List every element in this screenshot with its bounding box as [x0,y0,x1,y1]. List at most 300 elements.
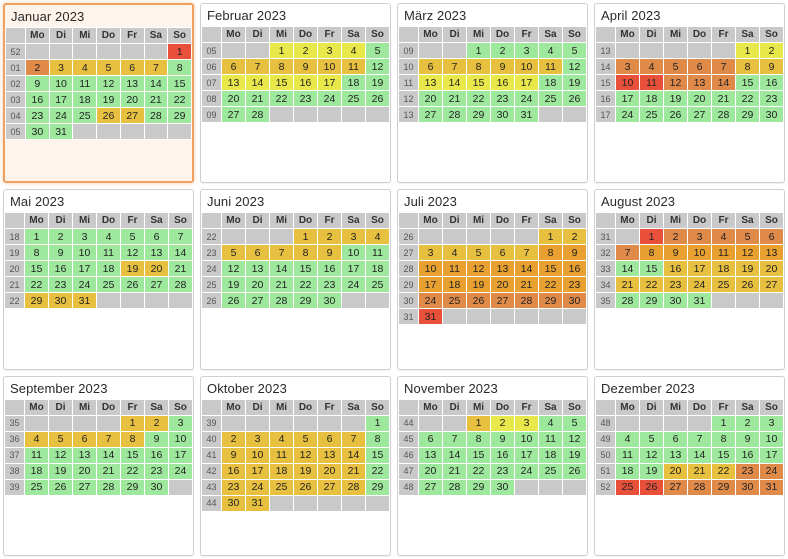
day-cell[interactable]: 13 [73,447,97,463]
day-cell[interactable]: 29 [712,479,736,495]
day-cell[interactable]: 18 [366,261,390,277]
day-cell[interactable]: 2 [318,229,342,245]
day-cell[interactable]: 26 [121,277,145,293]
day-cell[interactable]: 10 [318,59,342,75]
day-cell[interactable]: 25 [342,91,366,107]
day-cell[interactable]: 22 [640,277,664,293]
day-cell[interactable]: 18 [97,261,121,277]
day-cell[interactable]: 13 [120,76,144,92]
day-cell[interactable]: 11 [366,245,390,261]
day-cell[interactable]: 31 [49,124,73,140]
day-cell[interactable]: 30 [491,479,515,495]
day-cell[interactable]: 4 [97,229,121,245]
day-cell[interactable]: 19 [222,277,246,293]
month-card[interactable] [397,189,588,369]
day-cell[interactable]: 11 [25,447,49,463]
day-cell[interactable]: 7 [515,245,539,261]
day-cell[interactable]: 8 [25,245,49,261]
day-cell[interactable]: 21 [169,261,193,277]
day-cell[interactable]: 17 [419,277,443,293]
day-cell[interactable]: 30 [145,479,169,495]
day-cell[interactable]: 18 [539,447,563,463]
day-cell[interactable]: 16 [491,75,515,91]
day-cell[interactable]: 20 [491,277,515,293]
day-cell[interactable]: 14 [169,245,193,261]
day-cell[interactable]: 23 [491,91,515,107]
day-cell[interactable]: 12 [664,75,688,91]
day-cell[interactable]: 15 [712,447,736,463]
day-cell[interactable]: 3 [73,229,97,245]
day-cell[interactable]: 3 [760,415,784,431]
day-cell[interactable]: 12 [366,59,390,75]
day-cell[interactable]: 2 [294,43,318,59]
day-cell[interactable]: 28 [616,293,640,309]
day-cell[interactable]: 19 [640,463,664,479]
day-cell[interactable]: 5 [563,415,587,431]
day-cell[interactable]: 8 [467,431,491,447]
day-cell[interactable]: 24 [760,463,784,479]
day-cell[interactable]: 5 [736,229,760,245]
day-cell[interactable]: 21 [97,463,121,479]
day-cell[interactable]: 1 [539,229,563,245]
day-cell[interactable]: 23 [664,277,688,293]
day-cell[interactable]: 27 [760,277,784,293]
day-cell[interactable]: 30 [49,293,73,309]
day-cell[interactable]: 20 [222,91,246,107]
day-cell[interactable]: 31 [419,309,443,325]
day-cell[interactable]: 3 [419,245,443,261]
day-cell[interactable]: 24 [246,479,270,495]
day-cell[interactable]: 29 [168,108,192,124]
day-cell[interactable]: 2 [664,229,688,245]
day-cell[interactable]: 20 [318,463,342,479]
day-cell[interactable]: 11 [270,447,294,463]
day-cell[interactable]: 10 [169,431,193,447]
day-cell[interactable]: 20 [760,261,784,277]
day-cell[interactable]: 26 [467,293,491,309]
day-cell[interactable]: 7 [169,229,193,245]
day-cell[interactable]: 21 [270,277,294,293]
day-cell[interactable]: 12 [640,447,664,463]
day-cell[interactable]: 4 [25,431,49,447]
day-cell[interactable]: 10 [688,245,712,261]
day-cell[interactable]: 2 [760,43,784,59]
day-cell[interactable]: 24 [73,277,97,293]
day-cell[interactable]: 6 [760,229,784,245]
month-card[interactable] [200,3,391,183]
day-cell[interactable]: 16 [760,75,784,91]
day-cell[interactable]: 17 [49,92,73,108]
day-cell[interactable]: 8 [712,431,736,447]
day-cell[interactable]: 15 [294,261,318,277]
day-cell[interactable]: 5 [467,245,491,261]
day-cell[interactable]: 12 [222,261,246,277]
day-cell[interactable]: 11 [539,59,563,75]
day-cell[interactable]: 4 [342,43,366,59]
day-cell[interactable]: 7 [270,245,294,261]
day-cell[interactable]: 30 [760,107,784,123]
day-cell[interactable]: 3 [246,431,270,447]
day-cell[interactable]: 14 [515,261,539,277]
day-cell[interactable]: 4 [270,431,294,447]
day-cell[interactable]: 19 [366,75,390,91]
day-cell[interactable]: 24 [318,91,342,107]
day-cell[interactable]: 17 [318,75,342,91]
day-cell[interactable]: 11 [640,75,664,91]
day-cell[interactable]: 7 [443,59,467,75]
day-cell[interactable]: 18 [640,91,664,107]
day-cell[interactable]: 6 [664,431,688,447]
day-cell[interactable]: 6 [120,60,144,76]
day-cell[interactable]: 13 [222,75,246,91]
day-cell[interactable]: 2 [222,431,246,447]
day-cell[interactable]: 3 [515,415,539,431]
day-cell[interactable]: 11 [539,431,563,447]
day-cell[interactable]: 26 [294,479,318,495]
day-cell[interactable]: 24 [342,277,366,293]
day-cell[interactable]: 31 [688,293,712,309]
day-cell[interactable]: 14 [97,447,121,463]
day-cell[interactable]: 15 [366,447,390,463]
day-cell[interactable]: 6 [222,59,246,75]
day-cell[interactable]: 1 [121,415,145,431]
day-cell[interactable]: 16 [49,261,73,277]
day-cell[interactable]: 16 [145,447,169,463]
day-cell[interactable]: 19 [49,463,73,479]
day-cell[interactable]: 26 [366,91,390,107]
day-cell[interactable]: 17 [169,447,193,463]
day-cell[interactable]: 30 [26,124,50,140]
day-cell[interactable]: 12 [563,59,587,75]
day-cell[interactable]: 28 [712,107,736,123]
day-cell[interactable]: 6 [318,431,342,447]
day-cell[interactable]: 24 [688,277,712,293]
day-cell[interactable]: 27 [246,293,270,309]
day-cell[interactable]: 23 [736,463,760,479]
day-cell[interactable]: 24 [616,107,640,123]
day-cell[interactable]: 8 [270,59,294,75]
day-cell[interactable]: 28 [270,293,294,309]
day-cell[interactable]: 19 [563,447,587,463]
day-cell[interactable]: 30 [736,479,760,495]
day-cell[interactable]: 17 [246,463,270,479]
day-cell[interactable]: 4 [539,415,563,431]
day-cell[interactable]: 16 [491,447,515,463]
day-cell[interactable]: 23 [760,91,784,107]
day-cell[interactable]: 13 [246,261,270,277]
day-cell[interactable]: 28 [688,479,712,495]
day-cell[interactable]: 8 [539,245,563,261]
day-cell[interactable]: 4 [712,229,736,245]
day-cell[interactable]: 9 [563,245,587,261]
day-cell[interactable]: 9 [222,447,246,463]
day-cell[interactable]: 21 [616,277,640,293]
day-cell[interactable]: 10 [49,76,73,92]
day-cell[interactable]: 10 [760,431,784,447]
day-cell[interactable]: 6 [419,431,443,447]
day-cell[interactable]: 9 [760,59,784,75]
day-cell[interactable]: 14 [688,447,712,463]
day-cell[interactable]: 11 [342,59,366,75]
day-cell[interactable]: 12 [736,245,760,261]
day-cell[interactable]: 24 [49,108,73,124]
day-cell[interactable]: 6 [419,59,443,75]
day-cell[interactable]: 20 [688,91,712,107]
day-cell[interactable]: 2 [26,60,50,76]
day-cell[interactable]: 17 [760,447,784,463]
day-cell[interactable]: 20 [664,463,688,479]
day-cell[interactable]: 5 [563,43,587,59]
day-cell[interactable]: 16 [736,447,760,463]
day-cell[interactable]: 11 [443,261,467,277]
day-cell[interactable]: 15 [168,76,192,92]
day-cell[interactable]: 28 [246,107,270,123]
day-cell[interactable]: 2 [563,229,587,245]
day-cell[interactable]: 11 [712,245,736,261]
day-cell[interactable]: 7 [616,245,640,261]
day-cell[interactable]: 27 [419,479,443,495]
day-cell[interactable]: 8 [736,59,760,75]
day-cell[interactable]: 19 [467,277,491,293]
day-cell[interactable]: 18 [73,92,97,108]
day-cell[interactable]: 22 [366,463,390,479]
day-cell[interactable]: 2 [491,43,515,59]
day-cell[interactable]: 18 [270,463,294,479]
day-cell[interactable]: 26 [664,107,688,123]
day-cell[interactable]: 16 [318,261,342,277]
day-cell[interactable]: 28 [97,479,121,495]
day-cell[interactable]: 15 [736,75,760,91]
month-card[interactable] [397,3,588,183]
day-cell[interactable]: 20 [419,91,443,107]
day-cell[interactable]: 4 [616,431,640,447]
day-cell[interactable]: 29 [366,479,390,495]
day-cell[interactable]: 31 [515,107,539,123]
day-cell[interactable]: 18 [712,261,736,277]
day-cell[interactable]: 25 [270,479,294,495]
day-cell[interactable]: 14 [246,75,270,91]
day-cell[interactable]: 19 [97,92,121,108]
day-cell[interactable]: 5 [222,245,246,261]
day-cell[interactable]: 1 [168,44,192,60]
day-cell[interactable]: 18 [25,463,49,479]
day-cell[interactable]: 14 [144,76,168,92]
day-cell[interactable]: 28 [443,479,467,495]
day-cell[interactable]: 8 [168,60,192,76]
day-cell[interactable]: 7 [712,59,736,75]
day-cell[interactable]: 14 [712,75,736,91]
day-cell[interactable]: 13 [318,447,342,463]
day-cell[interactable]: 5 [366,43,390,59]
day-cell[interactable]: 3 [616,59,640,75]
day-cell[interactable]: 22 [121,463,145,479]
day-cell[interactable]: 22 [539,277,563,293]
day-cell[interactable]: 11 [97,245,121,261]
day-cell[interactable]: 5 [121,229,145,245]
day-cell[interactable]: 12 [467,261,491,277]
day-cell[interactable]: 12 [563,431,587,447]
day-cell[interactable]: 9 [736,431,760,447]
day-cell[interactable]: 13 [419,447,443,463]
day-cell[interactable]: 15 [640,261,664,277]
day-cell[interactable]: 1 [366,415,390,431]
day-cell[interactable]: 13 [419,75,443,91]
day-cell[interactable]: 14 [616,261,640,277]
day-cell[interactable]: 24 [515,91,539,107]
day-cell[interactable]: 19 [736,261,760,277]
day-cell[interactable]: 29 [467,107,491,123]
day-cell[interactable]: 9 [491,431,515,447]
day-cell[interactable]: 21 [443,91,467,107]
day-cell[interactable]: 27 [419,107,443,123]
day-cell[interactable]: 16 [664,261,688,277]
day-cell[interactable]: 29 [640,293,664,309]
day-cell[interactable]: 21 [144,92,168,108]
day-cell[interactable]: 9 [145,431,169,447]
day-cell[interactable]: 30 [318,293,342,309]
day-cell[interactable]: 1 [270,43,294,59]
day-cell[interactable]: 6 [246,245,270,261]
day-cell[interactable]: 21 [246,91,270,107]
month-card[interactable] [3,376,194,556]
day-cell[interactable]: 10 [515,59,539,75]
day-cell[interactable]: 11 [616,447,640,463]
day-cell[interactable]: 25 [616,479,640,495]
day-cell[interactable]: 20 [145,261,169,277]
day-cell[interactable]: 15 [539,261,563,277]
day-cell[interactable]: 18 [342,75,366,91]
day-cell[interactable]: 22 [294,277,318,293]
day-cell[interactable]: 28 [169,277,193,293]
day-cell[interactable]: 28 [443,107,467,123]
day-cell[interactable]: 17 [515,447,539,463]
day-cell[interactable]: 25 [443,293,467,309]
day-cell[interactable]: 2 [491,415,515,431]
day-cell[interactable]: 29 [25,293,49,309]
day-cell[interactable]: 27 [491,293,515,309]
day-cell[interactable]: 27 [145,277,169,293]
day-cell[interactable]: 8 [640,245,664,261]
day-cell[interactable]: 24 [515,463,539,479]
day-cell[interactable]: 4 [73,60,97,76]
day-cell[interactable]: 1 [467,43,491,59]
day-cell[interactable]: 4 [443,245,467,261]
day-cell[interactable]: 16 [222,463,246,479]
month-card[interactable] [594,3,785,183]
day-cell[interactable]: 25 [640,107,664,123]
day-cell[interactable]: 10 [246,447,270,463]
day-cell[interactable]: 9 [294,59,318,75]
day-cell[interactable]: 22 [736,91,760,107]
day-cell[interactable]: 30 [664,293,688,309]
day-cell[interactable]: 4 [366,229,390,245]
day-cell[interactable]: 14 [270,261,294,277]
day-cell[interactable]: 9 [664,245,688,261]
day-cell[interactable]: 5 [640,431,664,447]
day-cell[interactable]: 27 [222,107,246,123]
day-cell[interactable]: 17 [342,261,366,277]
day-cell[interactable]: 1 [467,415,491,431]
day-cell[interactable]: 28 [342,479,366,495]
day-cell[interactable]: 26 [563,463,587,479]
day-cell[interactable]: 6 [491,245,515,261]
day-cell[interactable]: 22 [712,463,736,479]
day-cell[interactable]: 13 [664,447,688,463]
day-cell[interactable]: 25 [539,91,563,107]
day-cell[interactable]: 7 [246,59,270,75]
day-cell[interactable]: 20 [246,277,270,293]
day-cell[interactable]: 6 [688,59,712,75]
day-cell[interactable]: 31 [73,293,97,309]
day-cell[interactable]: 24 [419,293,443,309]
day-cell[interactable]: 14 [443,447,467,463]
day-cell[interactable]: 26 [640,479,664,495]
day-cell[interactable]: 20 [120,92,144,108]
day-cell[interactable]: 4 [539,43,563,59]
day-cell[interactable]: 7 [97,431,121,447]
day-cell[interactable]: 17 [688,261,712,277]
day-cell[interactable]: 26 [563,91,587,107]
month-card[interactable] [3,189,194,369]
day-cell[interactable]: 8 [467,59,491,75]
day-cell[interactable]: 15 [467,75,491,91]
day-cell[interactable]: 20 [73,463,97,479]
day-cell[interactable]: 10 [73,245,97,261]
day-cell[interactable]: 22 [467,91,491,107]
day-cell[interactable]: 1 [736,43,760,59]
day-cell[interactable]: 27 [318,479,342,495]
day-cell[interactable]: 23 [563,277,587,293]
day-cell[interactable]: 3 [342,229,366,245]
day-cell[interactable]: 8 [366,431,390,447]
day-cell[interactable]: 17 [616,91,640,107]
day-cell[interactable]: 3 [515,43,539,59]
day-cell[interactable]: 3 [318,43,342,59]
day-cell[interactable]: 21 [688,463,712,479]
day-cell[interactable]: 1 [640,229,664,245]
day-cell[interactable]: 26 [97,108,121,124]
day-cell[interactable]: 6 [73,431,97,447]
month-card[interactable] [200,376,391,556]
day-cell[interactable]: 25 [25,479,49,495]
day-cell[interactable]: 11 [73,76,97,92]
day-cell[interactable]: 22 [168,92,192,108]
month-card[interactable] [594,189,785,369]
day-cell[interactable]: 2 [49,229,73,245]
day-cell[interactable]: 25 [73,108,97,124]
day-cell[interactable]: 30 [563,293,587,309]
day-cell[interactable]: 17 [515,75,539,91]
day-cell[interactable]: 21 [342,463,366,479]
day-cell[interactable]: 27 [664,479,688,495]
day-cell[interactable]: 16 [294,75,318,91]
day-cell[interactable]: 15 [467,447,491,463]
day-cell[interactable]: 14 [342,447,366,463]
day-cell[interactable]: 3 [169,415,193,431]
day-cell[interactable]: 10 [616,75,640,91]
day-cell[interactable]: 24 [169,463,193,479]
day-cell[interactable]: 22 [25,277,49,293]
day-cell[interactable]: 28 [144,108,168,124]
day-cell[interactable]: 31 [760,479,784,495]
day-cell[interactable]: 13 [491,261,515,277]
day-cell[interactable]: 13 [145,245,169,261]
day-cell[interactable]: 8 [294,245,318,261]
day-cell[interactable]: 12 [49,447,73,463]
day-cell[interactable]: 27 [73,479,97,495]
day-cell[interactable]: 10 [342,245,366,261]
day-cell[interactable]: 15 [121,447,145,463]
